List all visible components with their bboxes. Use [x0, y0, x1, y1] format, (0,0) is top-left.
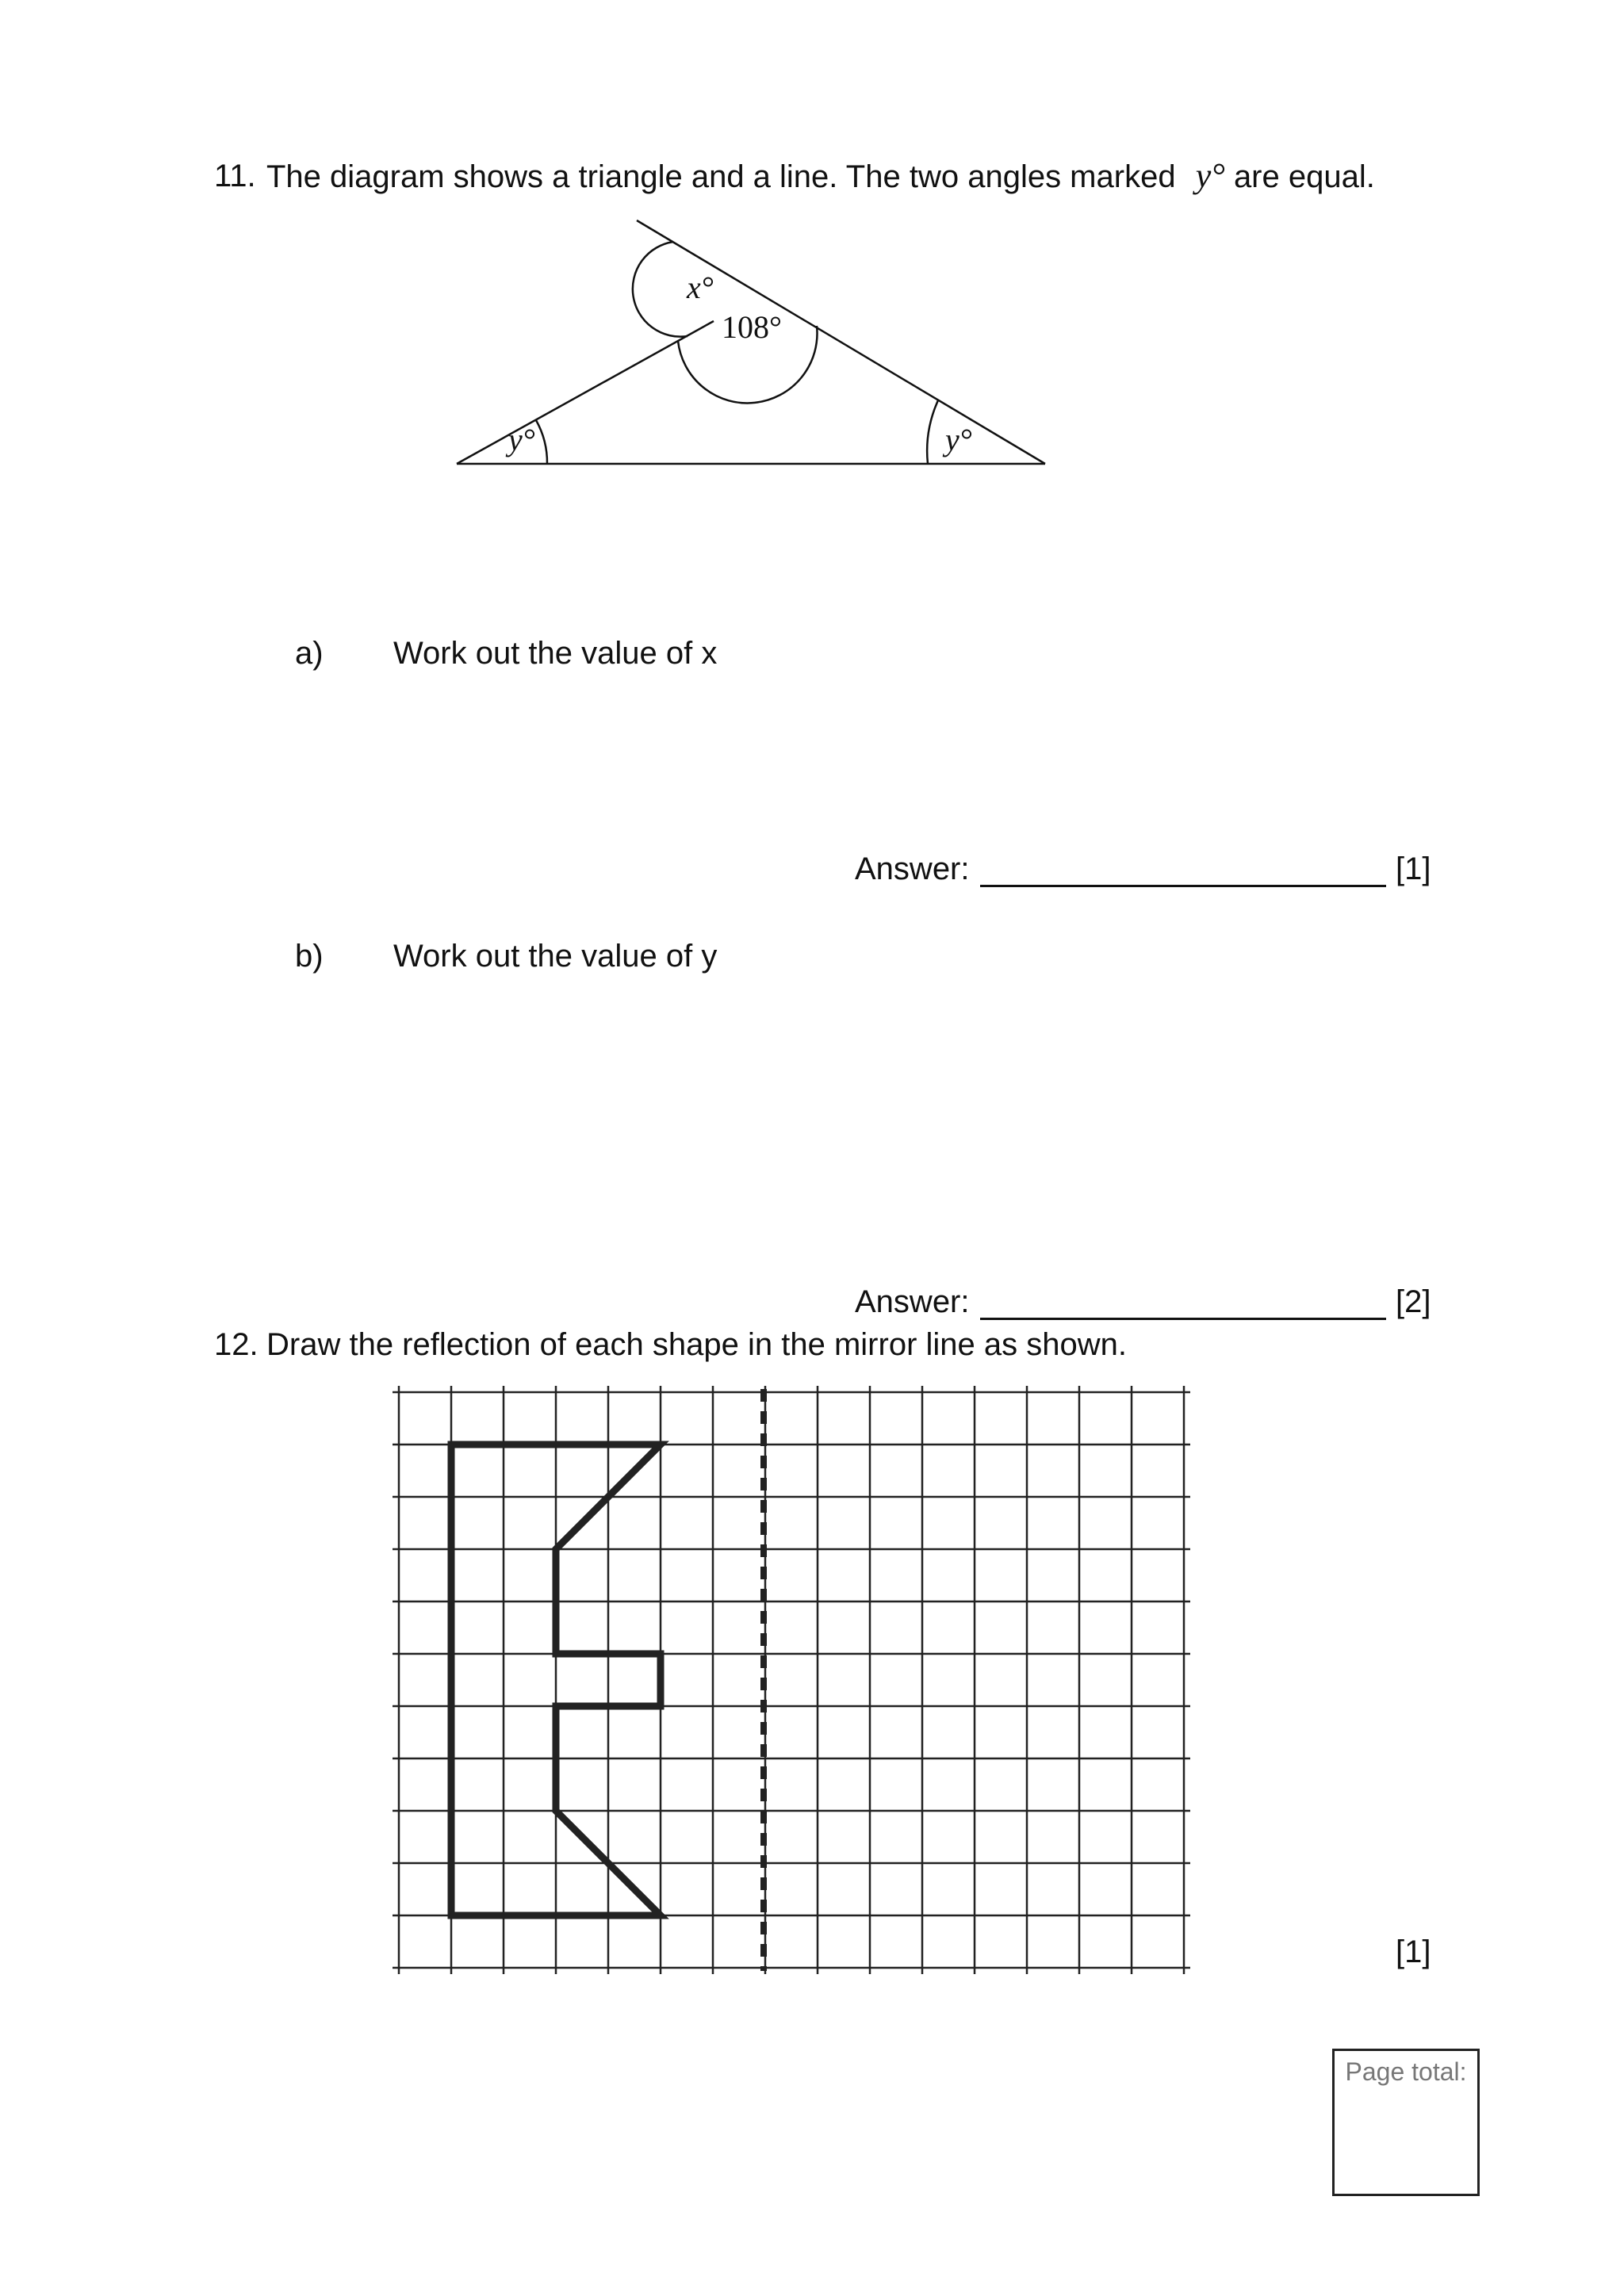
page-total-label: Page total:	[1345, 2057, 1467, 2086]
angle-x-label: x°	[687, 270, 714, 305]
part-b-marks: [2]	[1396, 1284, 1431, 1319]
part-a-marks: [1]	[1396, 851, 1431, 886]
question-12-number: 12.	[214, 1327, 259, 1362]
question-11-text-before: The diagram shows a triangle and a line. The two angles marked	[266, 159, 1176, 194]
page-total-box[interactable]	[1332, 2049, 1480, 2196]
question-11-text-after: are equal.	[1233, 159, 1375, 194]
part-b-answer-label: Answer:	[855, 1284, 970, 1319]
grid-lines	[393, 1386, 1190, 1974]
question-11-variable-y: y°	[1195, 156, 1225, 195]
question-12-text: Draw the reflection of each shape in the mirror line as shown.	[266, 1327, 1127, 1362]
angle-right-y-label: y°	[945, 422, 972, 457]
part-a-prompt: Work out the value of x	[393, 636, 718, 671]
part-b-label: b)	[295, 939, 324, 974]
question-12-marks: [1]	[1396, 1934, 1431, 1969]
part-a-answer-label: Answer:	[855, 851, 970, 886]
part-a-label: a)	[295, 636, 324, 671]
question-11-number: 11.	[214, 159, 256, 193]
part-b-prompt: Work out the value of y	[393, 939, 718, 974]
angle-left-y-label: y°	[508, 422, 535, 457]
angle-108-label: 108°	[722, 309, 782, 345]
